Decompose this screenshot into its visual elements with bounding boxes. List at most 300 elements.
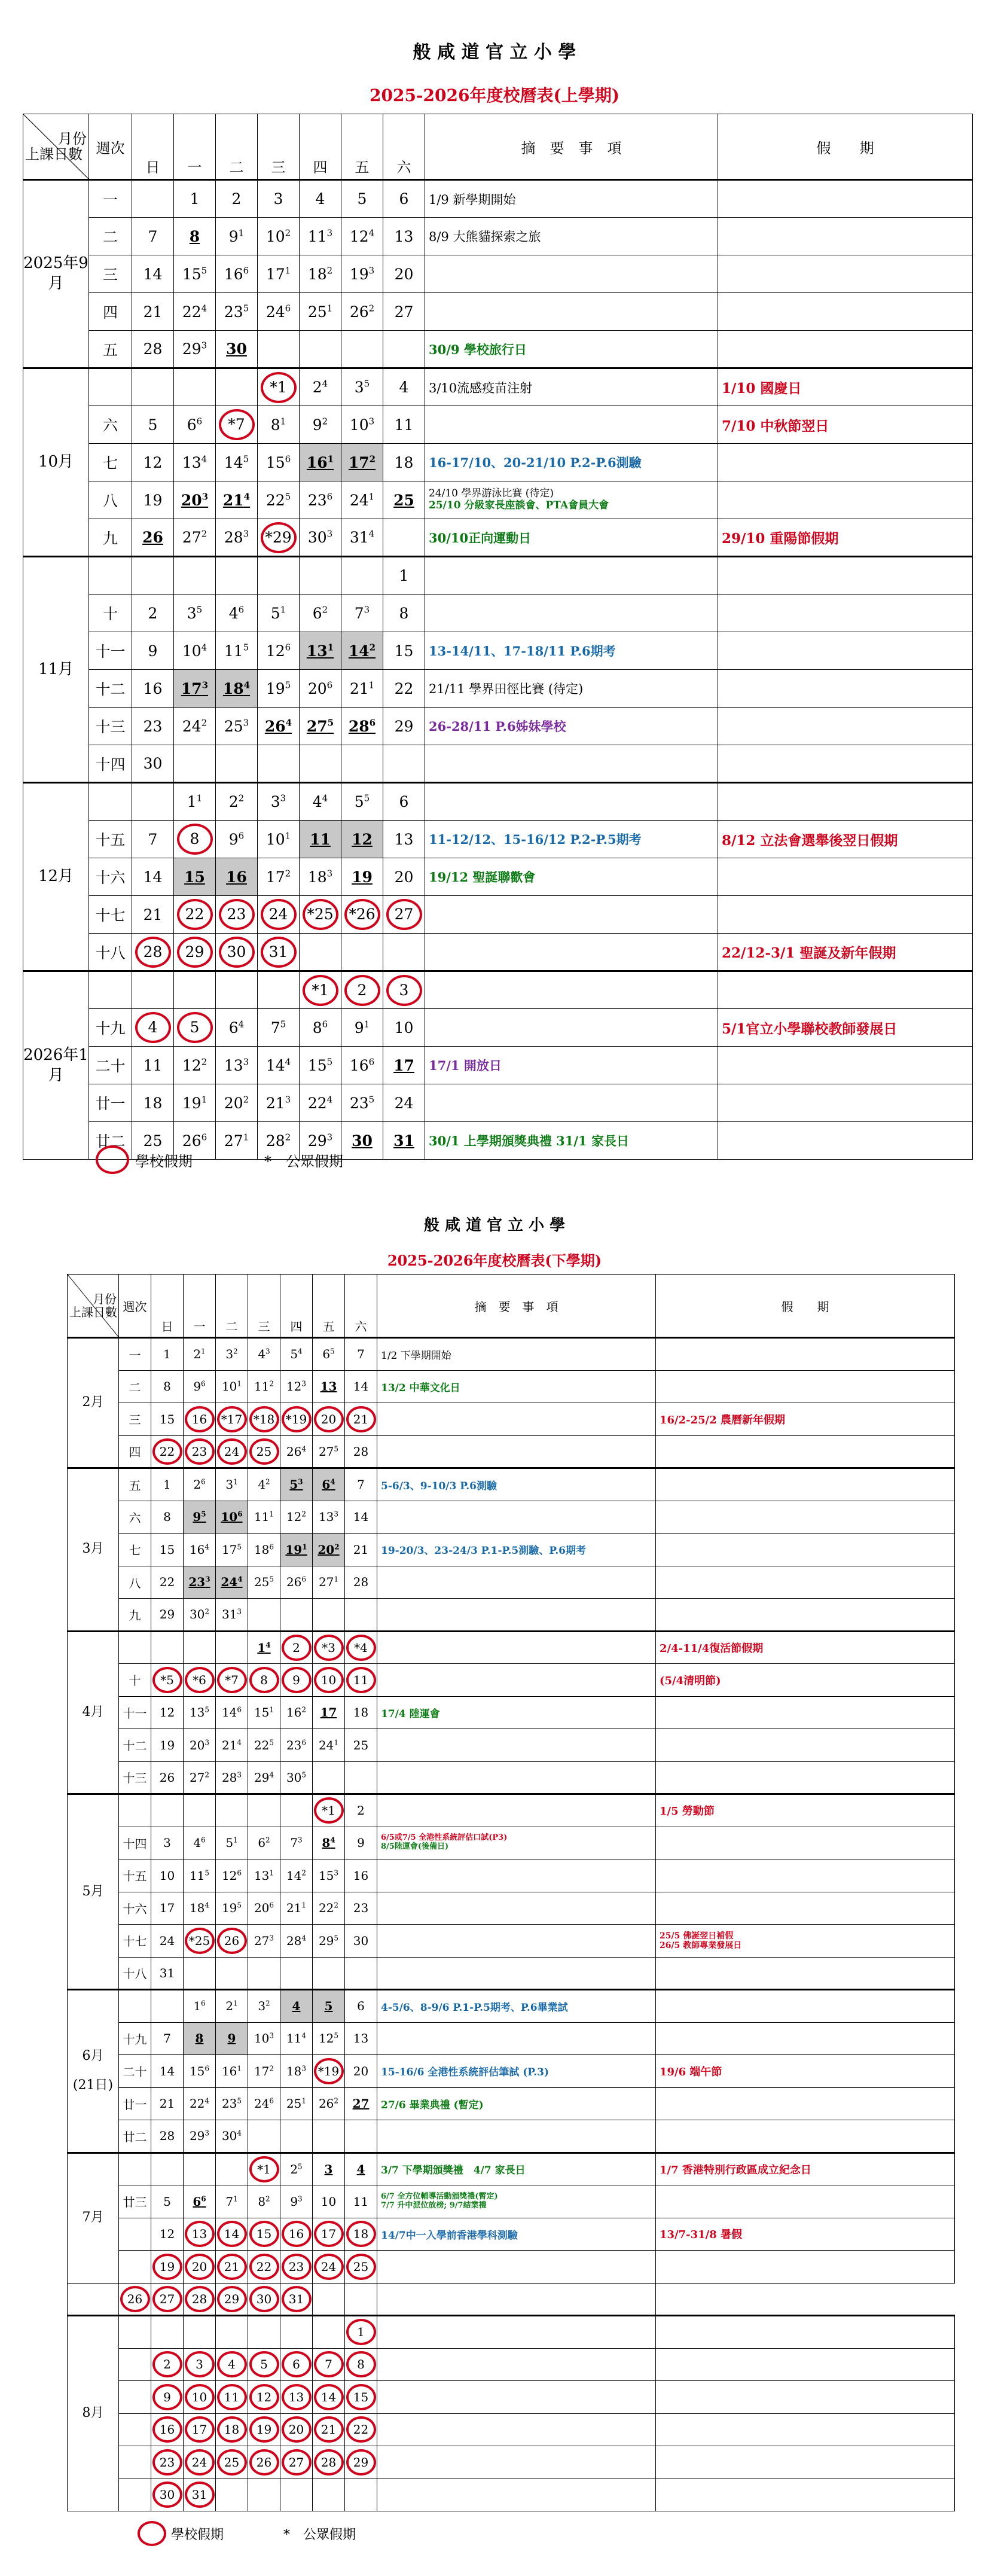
date-number: *7 xyxy=(225,1672,239,1687)
holiday-cell xyxy=(656,1892,955,1925)
date-number: $16^2$ xyxy=(286,1705,307,1720)
cycle-day: 1 xyxy=(334,1575,339,1584)
date-cell xyxy=(216,670,258,708)
date-cell xyxy=(216,1534,248,1566)
date-cell xyxy=(216,293,258,331)
cycle-day: 5 xyxy=(237,1901,242,1910)
week-row xyxy=(68,2446,955,2479)
cycle-day: 3 xyxy=(204,2129,210,2138)
school-holiday-ring xyxy=(152,2416,182,2443)
date-cell xyxy=(216,2479,248,2511)
cycle-day: 3 xyxy=(202,491,209,502)
date-cell xyxy=(345,1566,377,1599)
week-row xyxy=(68,1957,955,1990)
header-row xyxy=(68,1275,955,1338)
date-cell xyxy=(248,2251,280,2284)
event-cell xyxy=(425,1084,718,1122)
date-cell xyxy=(184,2381,216,2414)
cycle-day: 1 xyxy=(233,1999,238,2008)
date-cell xyxy=(248,1468,280,1501)
date-number: $21^4$ xyxy=(222,491,251,509)
cycle-day: 2 xyxy=(368,303,375,314)
school-holiday-ring xyxy=(185,2254,215,2280)
school-calendar-table xyxy=(23,114,973,1160)
school-holiday-ring xyxy=(261,937,297,968)
header-day-thu: 四 xyxy=(280,1275,313,1338)
date-cell xyxy=(151,2022,184,2055)
date-cell xyxy=(216,557,258,595)
legend xyxy=(138,2521,356,2546)
date-cell xyxy=(300,218,341,255)
date-number: $13^3$ xyxy=(224,1056,249,1074)
cycle-day: 4 xyxy=(301,2031,307,2040)
date-number: 12 xyxy=(159,1705,175,1720)
date-number: $20^3$ xyxy=(189,1737,210,1752)
cycle-day: 5 xyxy=(330,1347,335,1356)
date-number: $18^4$ xyxy=(189,1901,210,1916)
week-row xyxy=(23,745,973,783)
cycle-day: 3 xyxy=(285,1094,291,1105)
date-number: 12 xyxy=(143,453,163,471)
holiday-cell xyxy=(656,2316,955,2349)
semester-1-section xyxy=(0,0,989,1184)
cycle-day: 6 xyxy=(237,1510,243,1519)
date-number: 13 xyxy=(191,2227,207,2242)
event-cell xyxy=(425,557,718,595)
date-cell xyxy=(300,632,341,670)
date-cell xyxy=(216,1827,248,1859)
event-text: 3/7 下學期頒獎禮 4/7 家長日 xyxy=(381,2165,526,2177)
week-number: 十二 xyxy=(89,670,132,708)
date-number: $3^3$ xyxy=(270,792,286,811)
cycle-day: 6 xyxy=(326,679,333,691)
date-cell xyxy=(216,368,258,406)
date-number: 13 xyxy=(394,227,414,245)
date-cell xyxy=(184,2446,216,2479)
date-number: 24 xyxy=(394,1094,414,1112)
date-cell xyxy=(151,2153,184,2185)
cycle-day: 2 xyxy=(301,1705,307,1714)
holiday-cell xyxy=(718,255,973,293)
date-cell xyxy=(345,1435,377,1468)
school-holiday-ring xyxy=(217,2416,247,2443)
date-cell xyxy=(280,2381,313,2414)
week-number: 二十 xyxy=(119,2055,151,2088)
date-cell xyxy=(341,1047,383,1084)
week-number: 六 xyxy=(89,406,132,444)
date-cell xyxy=(151,1501,184,1534)
event-cell xyxy=(425,670,718,708)
cycle-day: 6 xyxy=(322,1019,328,1030)
date-cell xyxy=(216,2413,248,2446)
month-name: 4月 xyxy=(82,1704,104,1720)
date-number: *4 xyxy=(354,1640,368,1655)
school-holiday-ring xyxy=(217,2449,247,2476)
date-cell xyxy=(313,2153,345,2185)
date-cell xyxy=(248,2446,280,2479)
date-number: 31 xyxy=(393,1132,414,1150)
holiday-cell xyxy=(656,2120,955,2153)
cycle-day: 5 xyxy=(326,1056,333,1068)
date-number: 9 xyxy=(163,2389,171,2404)
event-cell xyxy=(377,1338,656,1371)
cycle-day: 6 xyxy=(269,1542,274,1551)
date-number: $9^6$ xyxy=(228,830,245,848)
date-cell xyxy=(216,1047,258,1084)
date-number: $6^4$ xyxy=(228,1019,245,1037)
date-cell xyxy=(174,971,216,1009)
holiday-cell xyxy=(656,1468,955,1501)
cycle-day: 1 xyxy=(302,1542,307,1551)
date-number: $23^6$ xyxy=(307,491,333,509)
date-cell xyxy=(341,481,383,519)
cycle-day: 3 xyxy=(301,1379,307,1388)
date-cell xyxy=(184,2251,216,2284)
date-number: 25 xyxy=(393,491,414,509)
date-cell xyxy=(345,1892,377,1925)
date-cell xyxy=(174,368,216,406)
cycle-day: 5 xyxy=(201,1510,206,1519)
event-text: 7/7 升中派位放榜; 9/7結業禮 xyxy=(381,2200,487,2210)
event-cell xyxy=(377,1534,656,1566)
date-number: $9^3$ xyxy=(290,2194,303,2209)
date-cell xyxy=(248,2283,280,2316)
date-number: $22^2$ xyxy=(318,1901,339,1916)
date-number: 12 xyxy=(256,2389,272,2404)
school-holiday-ring xyxy=(346,2319,376,2345)
date-cell xyxy=(248,2381,280,2414)
cycle-day: 6 xyxy=(301,1575,307,1584)
holiday-cell xyxy=(656,1729,955,1762)
date-cell xyxy=(280,2218,313,2251)
week-row xyxy=(68,2348,955,2381)
week-number: 十五 xyxy=(89,821,132,858)
date-number: $12^4$ xyxy=(349,227,375,245)
date-cell xyxy=(383,368,425,406)
school-holiday-ring xyxy=(303,975,338,1006)
date-number: $20^6$ xyxy=(254,1901,274,1916)
holiday-cell xyxy=(656,2153,955,2185)
date-number: 10 xyxy=(159,1868,175,1883)
school-holiday-ring xyxy=(282,2384,312,2410)
date-cell xyxy=(383,971,425,1009)
cycle-day: 5 xyxy=(334,1444,339,1453)
cycle-day: 4 xyxy=(237,2129,242,2138)
date-number: 14 xyxy=(224,2227,240,2242)
school-holiday-ring xyxy=(346,1667,376,1693)
date-number: $16^4$ xyxy=(189,1542,210,1557)
cycle-day: 1 xyxy=(201,1347,206,1356)
date-number: 24 xyxy=(191,2455,207,2470)
event-text: 30/10正向運動日 xyxy=(429,530,532,545)
date-cell xyxy=(383,218,425,255)
cycle-day: 3 xyxy=(301,2064,307,2073)
date-cell xyxy=(300,934,341,971)
date-number: $26^2$ xyxy=(318,2096,339,2111)
date-number: 13 xyxy=(288,2389,304,2404)
date-cell xyxy=(174,745,216,783)
header-day-thu: 四 xyxy=(300,114,341,180)
date-cell xyxy=(383,745,425,783)
date-number: 3 xyxy=(163,1836,171,1851)
date-number: $6^6$ xyxy=(193,2194,206,2209)
cycle-day: 6 xyxy=(369,717,376,728)
event-cell xyxy=(377,1761,656,1794)
header-day-wed: 三 xyxy=(248,1275,280,1338)
school-holiday-ring xyxy=(314,1406,344,1432)
date-number: $15^6$ xyxy=(265,453,291,471)
event-cell xyxy=(377,2120,656,2153)
cycle-day: 4 xyxy=(326,1094,333,1105)
week-number: 廿二 xyxy=(119,2120,151,2153)
week-number: 廿三 xyxy=(119,2185,151,2218)
school-holiday-ring xyxy=(185,2449,215,2476)
event-text: 6/5或7/5 全港性系統評估口試(P3) xyxy=(381,1833,508,1843)
date-cell xyxy=(184,1435,216,1468)
holiday-cell xyxy=(718,368,973,406)
date-number: 29 xyxy=(185,943,204,961)
date-cell xyxy=(248,1534,280,1566)
date-cell xyxy=(300,1084,341,1122)
holiday-cell xyxy=(718,481,973,519)
week-number: 廿一 xyxy=(119,2087,151,2120)
date-number: $6^2$ xyxy=(312,604,328,622)
event-cell xyxy=(377,1501,656,1534)
date-number: 17 xyxy=(320,2227,337,2242)
cycle-day: 5 xyxy=(269,1575,274,1584)
header-day-mon: 一 xyxy=(174,114,216,180)
date-cell xyxy=(132,255,174,293)
week-number: 十三 xyxy=(119,1761,151,1794)
date-number: 17 xyxy=(393,1056,414,1074)
date-cell xyxy=(151,1729,184,1762)
date-cell xyxy=(280,2283,313,2316)
week-row xyxy=(68,1892,955,1925)
semester-2-section xyxy=(0,1196,989,2576)
date-cell xyxy=(345,2316,377,2349)
week-number: 十 xyxy=(89,595,132,632)
week-number: 十四 xyxy=(89,745,132,783)
cycle-day: 6 xyxy=(269,2096,274,2105)
cycle-day: 2 xyxy=(269,2064,274,2073)
date-cell xyxy=(216,1009,258,1047)
event-text: 5-6/3、9-10/3 P.6測驗 xyxy=(381,1480,497,1492)
date-number: 26 xyxy=(127,2291,143,2306)
event-cell xyxy=(425,406,718,444)
legend-school-holiday: 學校假期 xyxy=(135,1153,193,1170)
date-number: $6^4$ xyxy=(322,1477,335,1492)
cycle-day: 3 xyxy=(326,868,333,879)
school-holiday-ring xyxy=(282,2286,312,2312)
date-number: $5^1$ xyxy=(270,604,286,622)
date-cell xyxy=(184,1990,216,2023)
date-cell xyxy=(151,1761,184,1794)
event-text: 8/9 大熊貓探索之旅 xyxy=(429,230,541,244)
event-cell xyxy=(377,1566,656,1599)
holiday-cell xyxy=(656,1599,955,1632)
month-label xyxy=(23,368,89,557)
week-row xyxy=(68,1859,955,1892)
cycle-day: 3 xyxy=(243,528,249,539)
legend-public-holiday: * 公眾假期 xyxy=(264,1153,343,1170)
date-number: $24^6$ xyxy=(254,2096,274,2111)
date-cell xyxy=(345,1338,377,1371)
holiday-cell xyxy=(718,670,973,708)
date-cell xyxy=(383,557,425,595)
date-cell xyxy=(184,2348,216,2381)
date-number: 15 xyxy=(256,2227,272,2242)
school-holiday-ring xyxy=(217,1406,247,1432)
date-number: 30 xyxy=(353,1933,369,1948)
cycle-day: 3 xyxy=(364,604,370,615)
date-number: $23^3$ xyxy=(188,1575,210,1590)
school-holiday-ring xyxy=(185,1438,215,1465)
date-number: $27^2$ xyxy=(182,528,207,547)
date-number: 22 xyxy=(185,906,204,923)
date-number: 4 xyxy=(148,1019,158,1036)
date-cell xyxy=(345,1631,377,1664)
date-cell xyxy=(216,896,258,934)
cycle-day: 2 xyxy=(369,642,376,653)
holiday-cell xyxy=(718,293,973,331)
date-cell xyxy=(383,1009,425,1047)
date-cell xyxy=(248,2153,280,2185)
cycle-day: 2 xyxy=(326,265,333,276)
date-cell xyxy=(184,1664,216,1697)
school-holiday-ring xyxy=(314,2351,344,2377)
week-row xyxy=(68,1534,955,1566)
date-cell xyxy=(280,2446,313,2479)
date-cell xyxy=(345,2381,377,2414)
date-number: 2 xyxy=(357,981,367,999)
date-cell xyxy=(345,1501,377,1534)
date-number: 30 xyxy=(227,943,246,961)
date-cell xyxy=(341,255,383,293)
holiday-text: 1/10 國慶日 xyxy=(722,380,802,397)
cycle-day: 4 xyxy=(201,453,207,465)
cycle-day: 3 xyxy=(205,1575,210,1584)
header-days-label: 上課日數 xyxy=(69,1305,117,1319)
date-cell xyxy=(341,858,383,896)
school-holiday-ring xyxy=(185,2384,215,2410)
date-number: 28 xyxy=(353,1444,369,1459)
date-cell xyxy=(345,1534,377,1566)
date-number: $24^1$ xyxy=(318,1737,339,1752)
date-number: 18 xyxy=(353,1705,369,1720)
date-cell xyxy=(174,519,216,557)
school-holiday-ring xyxy=(185,1406,215,1432)
week-number: 十七 xyxy=(89,896,132,934)
date-cell xyxy=(132,444,174,481)
date-cell xyxy=(341,934,383,971)
holiday-cell xyxy=(718,971,973,1009)
holiday-text: 1/5 勞動節 xyxy=(660,1805,715,1818)
holiday-cell xyxy=(718,1084,973,1122)
date-number: 13 xyxy=(320,1379,337,1394)
week-number xyxy=(119,2381,151,2414)
date-number: 29 xyxy=(224,2291,240,2306)
school-holiday-ring xyxy=(152,2482,182,2508)
date-cell xyxy=(184,1729,216,1762)
date-number: 29 xyxy=(394,717,414,735)
cycle-day: 6 xyxy=(201,2194,206,2203)
cycle-day: 3 xyxy=(368,265,375,276)
week-row xyxy=(68,2120,955,2153)
school-holiday-ring xyxy=(185,2286,215,2312)
date-number: $3^2$ xyxy=(258,1999,270,2014)
date-number: 30 xyxy=(352,1132,373,1150)
cycle-day: 6 xyxy=(196,416,203,427)
date-number: 1 xyxy=(163,1347,171,1362)
date-cell xyxy=(341,595,383,632)
week-row xyxy=(23,406,973,444)
date-number: 6 xyxy=(399,190,409,208)
holiday-cell xyxy=(656,2022,955,2055)
date-cell xyxy=(216,858,258,896)
cycle-day: 1 xyxy=(327,642,334,653)
school-holiday-ring xyxy=(177,1012,213,1043)
date-cell xyxy=(132,368,174,406)
date-cell xyxy=(341,519,383,557)
date-cell xyxy=(280,1859,313,1892)
holiday-text: 25/5 佛誕翌日補假 xyxy=(660,1931,734,1941)
holiday-cell xyxy=(656,1664,955,1697)
date-number: $10^3$ xyxy=(254,2031,274,2046)
date-number: 14 xyxy=(143,868,163,886)
date-number: $20^6$ xyxy=(307,679,333,697)
date-cell xyxy=(300,481,341,519)
month-label xyxy=(23,180,89,368)
holiday-cell xyxy=(656,2381,955,2414)
date-number: $26^6$ xyxy=(286,1575,307,1590)
event-cell xyxy=(425,745,718,783)
header-events: 摘 要 事 項 xyxy=(377,1275,656,1338)
date-cell xyxy=(248,2087,280,2120)
school-holiday-ring xyxy=(217,1928,247,1954)
date-number: $8^1$ xyxy=(270,416,286,434)
date-cell xyxy=(216,745,258,783)
event-text: 3/10流感疫苗注射 xyxy=(429,380,533,395)
date-cell xyxy=(216,1761,248,1794)
date-cell xyxy=(313,1859,345,1892)
cycle-day: 2 xyxy=(334,1542,340,1551)
date-cell xyxy=(280,1501,313,1534)
date-number: 12 xyxy=(352,830,373,848)
event-cell xyxy=(425,858,718,896)
date-number: 27 xyxy=(394,303,414,321)
date-cell xyxy=(216,708,258,745)
date-cell xyxy=(248,1370,280,1403)
event-text: 25/10 分級家長座談會、PTA會員大會 xyxy=(429,499,609,511)
date-number: 28 xyxy=(191,2291,207,2306)
date-number: 30 xyxy=(226,340,247,358)
date-cell xyxy=(313,1664,345,1697)
event-text: 27/6 畢業典禮 (暫定) xyxy=(381,2099,484,2111)
date-number: $23^5$ xyxy=(221,2096,242,2111)
date-number: 8 xyxy=(189,227,200,245)
date-number: 22 xyxy=(159,1575,175,1590)
date-number: $6^5$ xyxy=(322,1347,335,1362)
date-cell xyxy=(258,218,300,255)
date-cell xyxy=(184,1794,216,1827)
date-cell xyxy=(151,1631,184,1664)
date-cell xyxy=(383,180,425,218)
date-number: 9 xyxy=(148,642,158,660)
date-number: $10^2$ xyxy=(265,227,291,245)
date-cell xyxy=(216,1957,248,1990)
date-cell xyxy=(151,2120,184,2153)
date-cell xyxy=(216,2153,248,2185)
